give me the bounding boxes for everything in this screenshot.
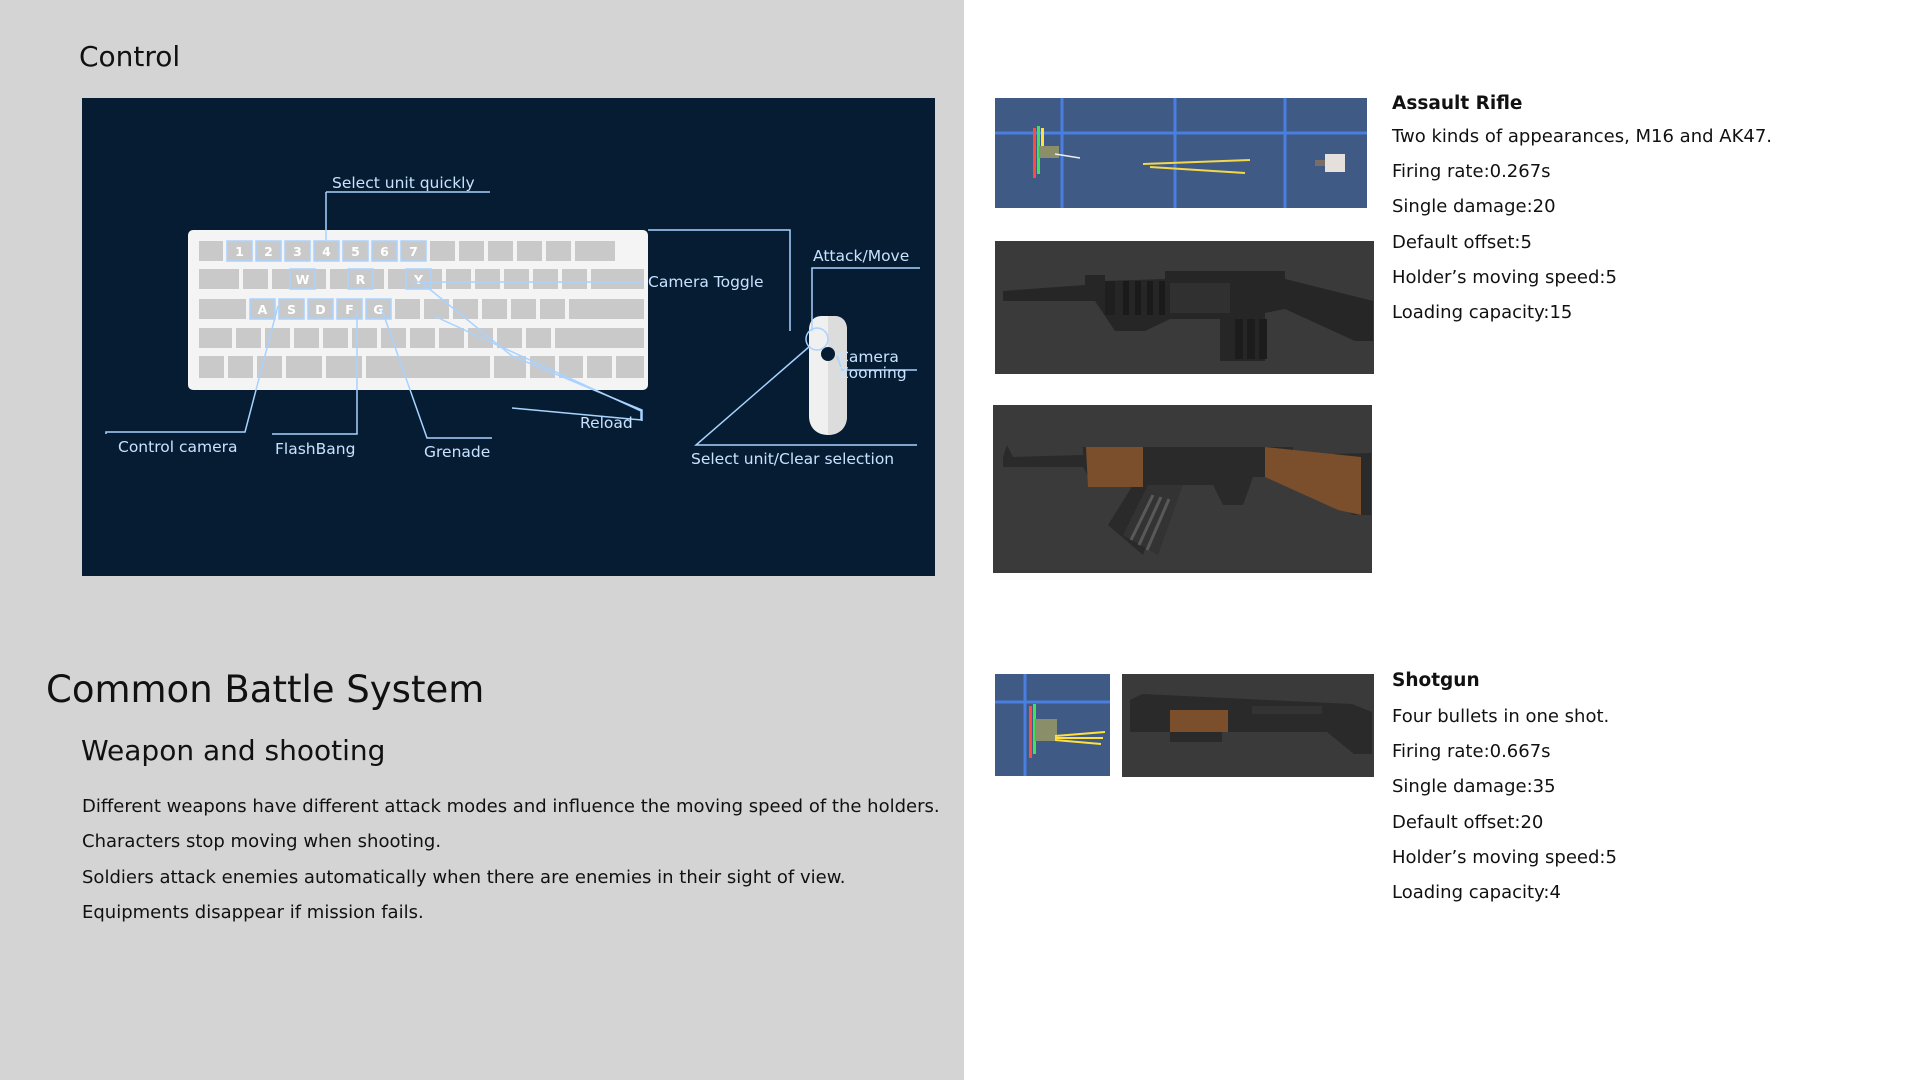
- spec-line: Holder’s moving speed:5: [1392, 266, 1617, 288]
- keyboard-key: [228, 356, 253, 378]
- keyboard-key: [616, 356, 644, 378]
- key-label: D: [315, 302, 326, 317]
- label-attack-move: Attack/Move: [813, 247, 910, 265]
- spec-line: Four bullets in one shot.: [1392, 706, 1610, 727]
- key-label: Y: [413, 272, 424, 287]
- key-label: 3: [293, 244, 302, 259]
- battle-system-heading: Common Battle System: [46, 668, 485, 711]
- keyboard-key: [533, 269, 558, 289]
- keyboard-key: [286, 356, 322, 378]
- keyboard-key: [453, 299, 478, 319]
- shotgun-title: Shotgun: [1392, 670, 1480, 691]
- keyboard-key: [517, 241, 542, 261]
- spec-line: Default offset:20: [1392, 811, 1544, 833]
- keyboard-key: [430, 241, 455, 261]
- keyboard-key: [366, 356, 490, 378]
- description-line: Soldiers attack enemies automatically when there are enemies in their sight of view.: [82, 866, 846, 888]
- keyboard-key: [381, 328, 406, 348]
- weapon-shooting-heading: Weapon and shooting: [81, 734, 386, 767]
- label-control-camera: Control camera: [118, 438, 238, 456]
- shotgun-info: [1392, 670, 1912, 910]
- keyboard-key: [475, 269, 500, 289]
- keyboard-key: [526, 328, 551, 348]
- keyboard-key: [562, 269, 587, 289]
- spec-line: Holder’s moving speed:5: [1392, 846, 1617, 868]
- keyboard-key: [488, 241, 513, 261]
- description-line: Equipments disappear if mission fails.: [82, 901, 424, 923]
- spec-line: Single damage:20: [1392, 196, 1556, 218]
- keyboard-key: [459, 241, 484, 261]
- spec-line: Loading capacity:15: [1392, 302, 1573, 324]
- label-grenade: Grenade: [424, 443, 491, 461]
- keyboard-key: [546, 241, 571, 261]
- keyboard-key: [410, 328, 435, 348]
- label-reload: Reload: [580, 414, 633, 432]
- key-label: R: [355, 272, 366, 287]
- shotgun-specs: [1392, 699, 1912, 910]
- keyboard-key: [199, 356, 224, 378]
- keyboard-key: [199, 241, 223, 261]
- keyboard-key: [265, 328, 290, 348]
- keyboard-key: [569, 299, 644, 319]
- keyboard-key: [497, 328, 522, 348]
- keyboard-key: [504, 269, 529, 289]
- key-label: 1: [235, 244, 244, 259]
- keyboard-key: [575, 241, 615, 261]
- description-line: Different weapons have different attack modes and influence the moving speed of the holders.: [82, 796, 940, 817]
- keyboard-key: [323, 328, 348, 348]
- assault-rifle-gameplay-image: [995, 98, 1374, 208]
- keyboard-mouse-diagram: [82, 98, 935, 576]
- description-line: Characters stop moving when shooting.: [82, 831, 442, 853]
- label-camera-toggle: Camera Toggle: [648, 273, 764, 291]
- keyboard-key: [555, 328, 644, 348]
- battle-description: [82, 789, 962, 930]
- keyboard-key: [511, 299, 536, 319]
- key-label: F: [345, 302, 354, 317]
- assault-rifle-info: [1392, 93, 1912, 330]
- key-label: W: [295, 272, 310, 287]
- spec-line: Firing rate:0.267s: [1392, 161, 1551, 183]
- key-label: 6: [380, 244, 389, 259]
- control-diagram: [82, 98, 935, 576]
- assault-rifle-title: Assault Rifle: [1392, 93, 1523, 114]
- keyboard-key: [540, 299, 565, 319]
- keyboard-key: [352, 328, 377, 348]
- key-label: 2: [264, 244, 273, 259]
- keyboard-key: [395, 299, 420, 319]
- keyboard-key: [199, 328, 232, 348]
- shotgun-gameplay-image: [995, 674, 1110, 776]
- spec-line: Firing rate:0.667s: [1392, 741, 1551, 763]
- label-select-unit-quickly: Select unit quickly: [332, 174, 475, 192]
- spec-line: Two kinds of appearances, M16 and AK47.: [1392, 126, 1773, 147]
- keyboard-key: [199, 299, 246, 319]
- keyboard-key: [482, 299, 507, 319]
- shotgun-model-image: [1122, 674, 1374, 777]
- keyboard-key: [591, 269, 644, 289]
- key-label: A: [257, 302, 268, 317]
- keyboard-key: [294, 328, 319, 348]
- label-camera-zooming-1: Camera: [838, 348, 899, 366]
- keyboard-key: [446, 269, 471, 289]
- label-select-unit-clear-selection: Select unit/Clear selection: [691, 450, 895, 468]
- keyboard-key: [199, 269, 239, 289]
- key-label: 7: [409, 244, 418, 259]
- label-flashbang: FlashBang: [275, 440, 356, 458]
- assault-rifle-specs: [1392, 119, 1912, 330]
- keyboard-key: [236, 328, 261, 348]
- spec-line: Default offset:5: [1392, 231, 1532, 253]
- ak47-model-image: [993, 405, 1372, 573]
- key-label: 4: [322, 244, 331, 259]
- mouse-wheel-icon: [821, 347, 835, 361]
- keyboard-key: [439, 328, 464, 348]
- key-label: S: [286, 302, 297, 317]
- key-label: 5: [351, 244, 360, 259]
- key-label: G: [373, 302, 384, 317]
- control-heading: Control: [79, 40, 181, 73]
- label-camera-zooming-2: Zooming: [838, 364, 907, 382]
- spec-line: Single damage:35: [1392, 776, 1556, 798]
- m16-model-image: [995, 241, 1374, 374]
- spec-line: Loading capacity:4: [1392, 882, 1561, 904]
- keyboard-key: [530, 356, 555, 378]
- keyboard-key: [587, 356, 612, 378]
- keyboard-key: [243, 269, 268, 289]
